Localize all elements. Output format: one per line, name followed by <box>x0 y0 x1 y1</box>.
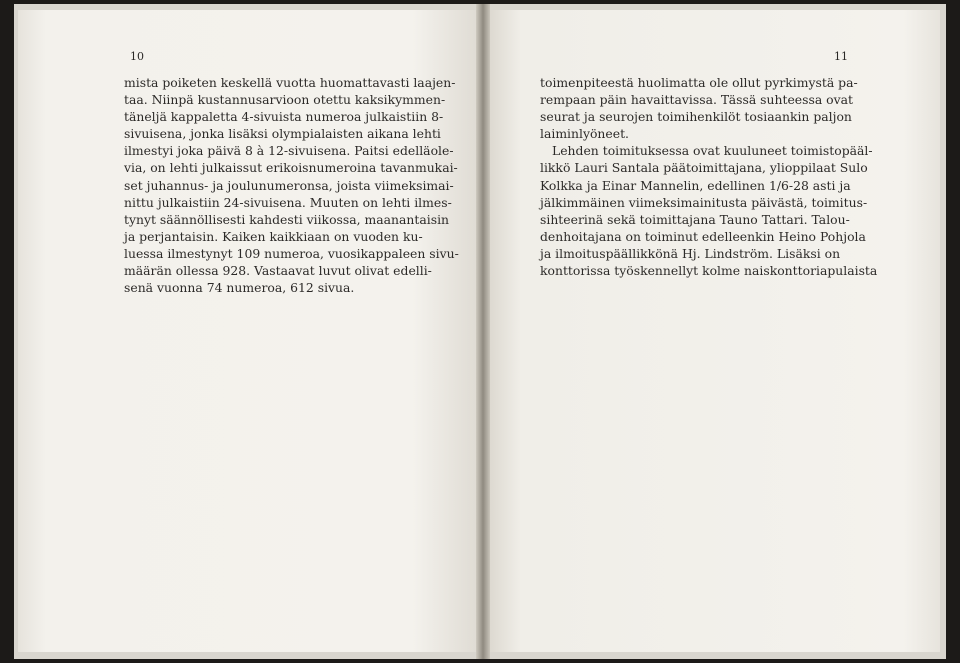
left-line: tynyt säännöllisesti kahdesti viikossa, maanantaisin <box>124 211 450 227</box>
left-line: set juhannus- ja joulunumeronsa, joista viimeksimai- <box>124 177 454 193</box>
right-page-text <box>540 74 878 279</box>
right-line: toimenpiteestä huolimatta ole ollut pyrkimystä pa- <box>540 75 858 90</box>
book-spread <box>14 4 946 659</box>
left-page <box>18 10 482 652</box>
left-line: määrän ollessa 928. Vastaavat luvut olivat edelli- <box>124 263 432 279</box>
left-line: täneljä kappaletta 4-sivuista numeroa julkaistiin 8- <box>124 109 444 125</box>
right-line: sihteerinä sekä toimittajana Tauno Tattari. Talou- <box>540 211 850 227</box>
right-page <box>484 10 940 652</box>
left-line: senä vuonna 74 numeroa, 612 sivua. <box>124 280 355 296</box>
right-line: denhoitajana on toiminut edelleenkin Heino Pohjola <box>540 228 866 244</box>
left-line: nittu julkaistiin 24-sivuisena. Muuten on lehti ilmes- <box>124 194 452 210</box>
right-line: ja ilmoituspäällikkönä Hj. Lindström. Lisäksi on <box>540 245 841 261</box>
left-line: sivuisena, jonka lisäksi olympialaisten aikana lehti <box>124 126 441 142</box>
right-line: Kolkka ja Einar Mannelin, edellinen 1/6-28 asti ja <box>540 177 851 193</box>
left-line: ilmestyi joka päivä 8 à 12-sivuisena. Paitsi edelläole- <box>124 143 454 159</box>
left-page-number: 10 <box>130 50 144 63</box>
right-line: laiminlyöneet. <box>540 126 629 142</box>
left-line: mista poiketen keskellä vuotta huomattavasti laajen- <box>124 75 456 90</box>
right-line: Lehden toimituksessa ovat kuuluneet toimistopääl- <box>552 143 873 159</box>
left-page-text <box>124 74 459 296</box>
right-line: konttorissa työskennellyt kolme naiskonttoriapulaista <box>540 263 878 279</box>
left-line: taa. Niinpä kustannusarvioon otettu kaksikymmen- <box>124 92 446 108</box>
right-line: rempaan päin havaittavissa. Tässä suhteessa ovat <box>540 92 854 108</box>
right-line: seurat ja seurojen toimihenkilöt tosiaankin paljon <box>540 109 852 125</box>
right-page-number: 11 <box>834 50 848 63</box>
right-line: jälkimmäinen viimeksimainitusta päivästä, toimitus- <box>540 194 868 210</box>
left-line: luessa ilmestynyt 109 numeroa, vuosikappaleen sivu- <box>124 245 459 261</box>
left-line: ja perjantaisin. Kaiken kaikkiaan on vuoden ku- <box>124 228 423 244</box>
right-line: likkö Lauri Santala päätoimittajana, ylioppilaat Sulo <box>540 160 868 176</box>
left-line: via, on lehti julkaissut erikoisnumeroina tavanmukai- <box>124 160 458 176</box>
book-gutter <box>476 4 490 659</box>
